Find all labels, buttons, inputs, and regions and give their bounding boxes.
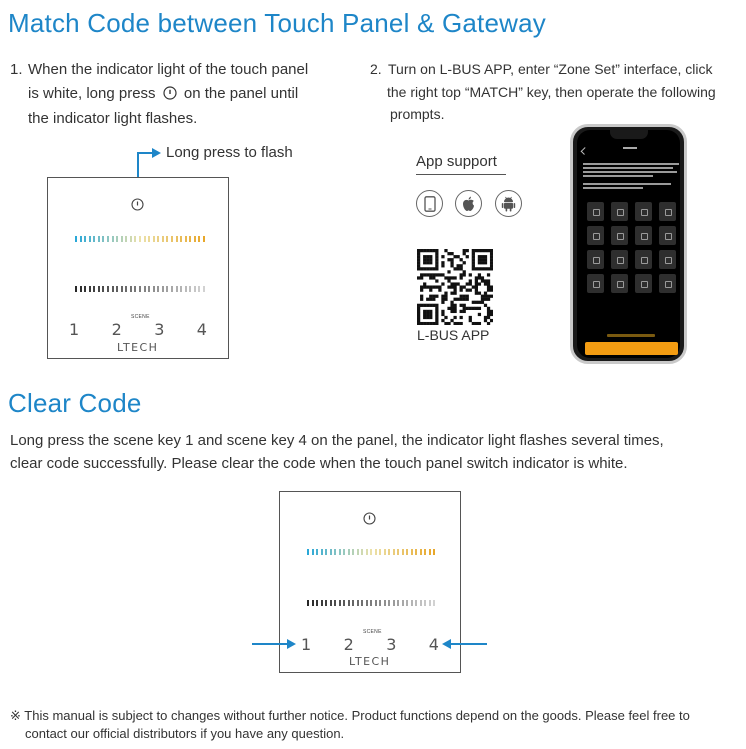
qr-code-icon bbox=[417, 249, 493, 325]
power-key-icon bbox=[363, 512, 376, 525]
zone-key-mark bbox=[593, 233, 600, 240]
bar-segment bbox=[157, 286, 159, 292]
bar-segment bbox=[125, 286, 127, 292]
zone-key bbox=[587, 202, 604, 221]
bar-segment bbox=[433, 600, 435, 606]
footer-mark: ※ bbox=[10, 708, 21, 723]
bar-segment bbox=[366, 549, 368, 555]
app-support-underline bbox=[416, 174, 506, 175]
zone-key-mark bbox=[665, 233, 672, 240]
zone-key-mark bbox=[593, 209, 600, 216]
bar-segment bbox=[89, 286, 91, 292]
zone-key bbox=[635, 226, 652, 245]
bar-segment bbox=[80, 236, 82, 242]
bar-segment bbox=[80, 286, 82, 292]
scene-key-2: 2 bbox=[111, 320, 122, 339]
bar-segment bbox=[125, 236, 127, 242]
scene-key-2: 2 bbox=[343, 635, 354, 654]
bar-segment bbox=[312, 549, 314, 555]
app-support-label: App support bbox=[416, 153, 497, 170]
bar-segment bbox=[361, 549, 363, 555]
zone-key-mark bbox=[641, 257, 648, 264]
zone-key bbox=[587, 274, 604, 293]
phone-text-line bbox=[583, 175, 653, 177]
android-icon bbox=[495, 190, 522, 217]
zone-key bbox=[611, 274, 628, 293]
touch-panel-diagram-clear bbox=[279, 491, 461, 673]
zone-key-mark bbox=[617, 257, 624, 264]
bar-segment bbox=[139, 286, 141, 292]
bar-segment bbox=[393, 600, 395, 606]
arrow-head-icon bbox=[152, 148, 161, 158]
bar-segment bbox=[415, 549, 417, 555]
bar-segment bbox=[107, 286, 109, 292]
step-1-text: 1. When the indicator light of the touch panel is white, long press on the panel until the indicator light flashes. bbox=[10, 61, 309, 127]
zone-keypad bbox=[587, 202, 682, 298]
phone-instruction-text bbox=[583, 163, 679, 193]
bar-segment bbox=[203, 286, 205, 292]
bar-segment bbox=[339, 549, 341, 555]
bar-segment bbox=[144, 236, 146, 242]
bar-segment bbox=[352, 549, 354, 555]
bar-segment bbox=[166, 286, 168, 292]
bar-segment bbox=[148, 286, 150, 292]
bar-segment bbox=[162, 236, 164, 242]
brand-logo: LTECH bbox=[117, 341, 159, 354]
bar-segment bbox=[194, 236, 196, 242]
bar-segment bbox=[102, 236, 104, 242]
bar-segment bbox=[203, 236, 205, 242]
bar-segment bbox=[176, 236, 178, 242]
zone-key-mark bbox=[593, 281, 600, 288]
bar-segment bbox=[361, 600, 363, 606]
bar-segment bbox=[180, 236, 182, 242]
bar-segment bbox=[89, 236, 91, 242]
bar-segment bbox=[180, 286, 182, 292]
scene-key-4: 4 bbox=[428, 635, 439, 654]
bar-segment bbox=[112, 236, 114, 242]
bar-segment bbox=[185, 286, 187, 292]
bar-segment bbox=[116, 236, 118, 242]
bar-segment bbox=[75, 286, 77, 292]
bar-segment bbox=[357, 600, 359, 606]
bar-segment bbox=[93, 286, 95, 292]
bar-segment bbox=[198, 236, 200, 242]
phone-notch bbox=[610, 130, 648, 139]
bar-segment bbox=[321, 600, 323, 606]
bar-segment bbox=[198, 286, 200, 292]
power-key-icon bbox=[131, 198, 144, 211]
bar-segment bbox=[75, 236, 77, 242]
scene-key-4: 4 bbox=[196, 320, 207, 339]
bar-segment bbox=[134, 236, 136, 242]
bar-segment bbox=[375, 549, 377, 555]
scene-key-3: 3 bbox=[386, 635, 397, 654]
bar-segment bbox=[429, 600, 431, 606]
bar-segment bbox=[189, 236, 191, 242]
phone-hint-text bbox=[607, 334, 655, 337]
bar-segment bbox=[93, 236, 95, 242]
bar-segment bbox=[321, 549, 323, 555]
bar-segment bbox=[357, 549, 359, 555]
bar-segment bbox=[433, 549, 435, 555]
bar-segment bbox=[402, 600, 404, 606]
zone-key-mark bbox=[641, 281, 648, 288]
arrow-to-key-1 bbox=[252, 643, 290, 645]
bar-segment bbox=[402, 549, 404, 555]
bar-segment bbox=[415, 600, 417, 606]
bar-segment bbox=[153, 286, 155, 292]
bar-segment bbox=[107, 236, 109, 242]
zone-key-mark bbox=[665, 281, 672, 288]
bar-segment bbox=[171, 236, 173, 242]
bar-segment bbox=[189, 286, 191, 292]
bar-segment bbox=[112, 286, 114, 292]
zone-key bbox=[587, 250, 604, 269]
zone-key bbox=[635, 202, 652, 221]
scene-key-1: 1 bbox=[69, 320, 80, 339]
bar-segment bbox=[185, 236, 187, 242]
color-temp-bar bbox=[307, 549, 433, 555]
zone-key bbox=[659, 202, 676, 221]
bar-segment bbox=[393, 549, 395, 555]
bar-segment bbox=[420, 549, 422, 555]
bar-segment bbox=[384, 549, 386, 555]
bar-segment bbox=[370, 600, 372, 606]
bar-segment bbox=[343, 600, 345, 606]
arrow-to-key-4 bbox=[449, 643, 487, 645]
zone-key bbox=[611, 250, 628, 269]
phone-text-line bbox=[583, 171, 677, 173]
bar-segment bbox=[316, 549, 318, 555]
bar-segment bbox=[130, 286, 132, 292]
phone-confirm-button bbox=[585, 342, 678, 355]
bar-segment bbox=[343, 549, 345, 555]
phone-screen bbox=[577, 130, 680, 358]
bar-segment bbox=[307, 549, 309, 555]
arrow-head-icon bbox=[442, 639, 451, 649]
bar-segment bbox=[116, 286, 118, 292]
bar-segment bbox=[334, 549, 336, 555]
bar-segment bbox=[84, 236, 86, 242]
bar-segment bbox=[424, 549, 426, 555]
bar-segment bbox=[134, 286, 136, 292]
phone-mockup bbox=[570, 124, 687, 364]
zone-key-mark bbox=[617, 281, 624, 288]
bar-segment bbox=[366, 600, 368, 606]
zone-key-mark bbox=[665, 257, 672, 264]
bar-segment bbox=[325, 600, 327, 606]
brightness-bar bbox=[75, 286, 203, 292]
scene-key-1: 1 bbox=[301, 635, 312, 654]
bar-segment bbox=[348, 549, 350, 555]
scene-label: SCENE bbox=[131, 314, 150, 320]
match-code-title: Match Code between Touch Panel & Gateway bbox=[8, 8, 546, 38]
scene-keys bbox=[301, 635, 439, 654]
bar-segment bbox=[98, 236, 100, 242]
bar-segment bbox=[148, 236, 150, 242]
bar-segment bbox=[330, 600, 332, 606]
bar-segment bbox=[420, 600, 422, 606]
arrow-head-icon bbox=[287, 639, 296, 649]
touch-panel-diagram bbox=[47, 177, 229, 359]
zone-key-mark bbox=[593, 257, 600, 264]
step-2-text: 2. Turn on L-BUS APP, enter “Zone Set” interface, click the right top “MATCH” key, then operate the following prompts. bbox=[370, 61, 716, 122]
bar-segment bbox=[84, 286, 86, 292]
zone-key bbox=[587, 226, 604, 245]
zone-key bbox=[635, 274, 652, 293]
bar-segment bbox=[139, 236, 141, 242]
bar-segment bbox=[162, 286, 164, 292]
bar-segment bbox=[334, 600, 336, 606]
bar-segment bbox=[176, 286, 178, 292]
zone-key-mark bbox=[665, 209, 672, 216]
bar-segment bbox=[375, 600, 377, 606]
clear-code-text: Long press the scene key 1 and scene key 4 on the panel, the indicator light flashes several times, clear code successfully. Please clear the code when the touch panel switch indicator is white. bbox=[10, 432, 664, 472]
brand-logo: LTECH bbox=[349, 655, 391, 668]
bar-segment bbox=[388, 600, 390, 606]
zone-key bbox=[635, 250, 652, 269]
bar-segment bbox=[144, 286, 146, 292]
scene-keys bbox=[69, 320, 207, 339]
long-press-label: Long press to flash bbox=[166, 144, 293, 161]
bar-segment bbox=[411, 549, 413, 555]
bar-segment bbox=[166, 236, 168, 242]
phone-header-text bbox=[623, 147, 637, 149]
bar-segment bbox=[194, 286, 196, 292]
phone-icon bbox=[416, 190, 443, 217]
apple-icon bbox=[455, 190, 482, 217]
bar-segment bbox=[316, 600, 318, 606]
zone-key bbox=[611, 202, 628, 221]
bar-segment bbox=[406, 600, 408, 606]
power-icon bbox=[163, 84, 177, 108]
phone-text-line bbox=[583, 163, 679, 165]
bar-segment bbox=[157, 236, 159, 242]
bar-segment bbox=[388, 549, 390, 555]
zone-key-mark bbox=[641, 209, 648, 216]
bar-segment bbox=[424, 600, 426, 606]
zone-key bbox=[611, 226, 628, 245]
zone-key bbox=[659, 226, 676, 245]
zone-key-mark bbox=[641, 233, 648, 240]
bar-segment bbox=[312, 600, 314, 606]
bar-segment bbox=[384, 600, 386, 606]
zone-key bbox=[659, 250, 676, 269]
scene-key-3: 3 bbox=[154, 320, 165, 339]
qr-caption: L-BUS APP bbox=[417, 327, 490, 343]
bar-segment bbox=[130, 236, 132, 242]
bar-segment bbox=[307, 600, 309, 606]
bar-segment bbox=[411, 600, 413, 606]
bar-segment bbox=[171, 286, 173, 292]
zone-key bbox=[659, 274, 676, 293]
bar-segment bbox=[98, 286, 100, 292]
bar-segment bbox=[429, 549, 431, 555]
phone-text-line bbox=[583, 183, 671, 185]
bar-segment bbox=[348, 600, 350, 606]
color-temp-bar bbox=[75, 236, 203, 242]
bar-segment bbox=[153, 236, 155, 242]
scene-label: SCENE bbox=[363, 629, 382, 635]
clear-code-title: Clear Code bbox=[8, 388, 142, 418]
bar-segment bbox=[121, 286, 123, 292]
bar-segment bbox=[325, 549, 327, 555]
brightness-bar bbox=[307, 600, 433, 606]
bar-segment bbox=[379, 600, 381, 606]
bar-segment bbox=[352, 600, 354, 606]
zone-key-mark bbox=[617, 209, 624, 216]
bar-segment bbox=[397, 549, 399, 555]
footer-note: ※ This manual is subject to changes without further notice. Product functions depend on the goods. Please feel free to contact our official distributors if you have any question. bbox=[10, 708, 690, 741]
bar-segment bbox=[121, 236, 123, 242]
bar-segment bbox=[330, 549, 332, 555]
bar-segment bbox=[397, 600, 399, 606]
bar-segment bbox=[102, 286, 104, 292]
zone-key-mark bbox=[617, 233, 624, 240]
bar-segment bbox=[406, 549, 408, 555]
phone-text-line bbox=[583, 187, 643, 189]
bar-segment bbox=[370, 549, 372, 555]
bar-segment bbox=[379, 549, 381, 555]
bar-segment bbox=[339, 600, 341, 606]
phone-text-line bbox=[583, 167, 673, 169]
back-icon bbox=[581, 147, 589, 155]
